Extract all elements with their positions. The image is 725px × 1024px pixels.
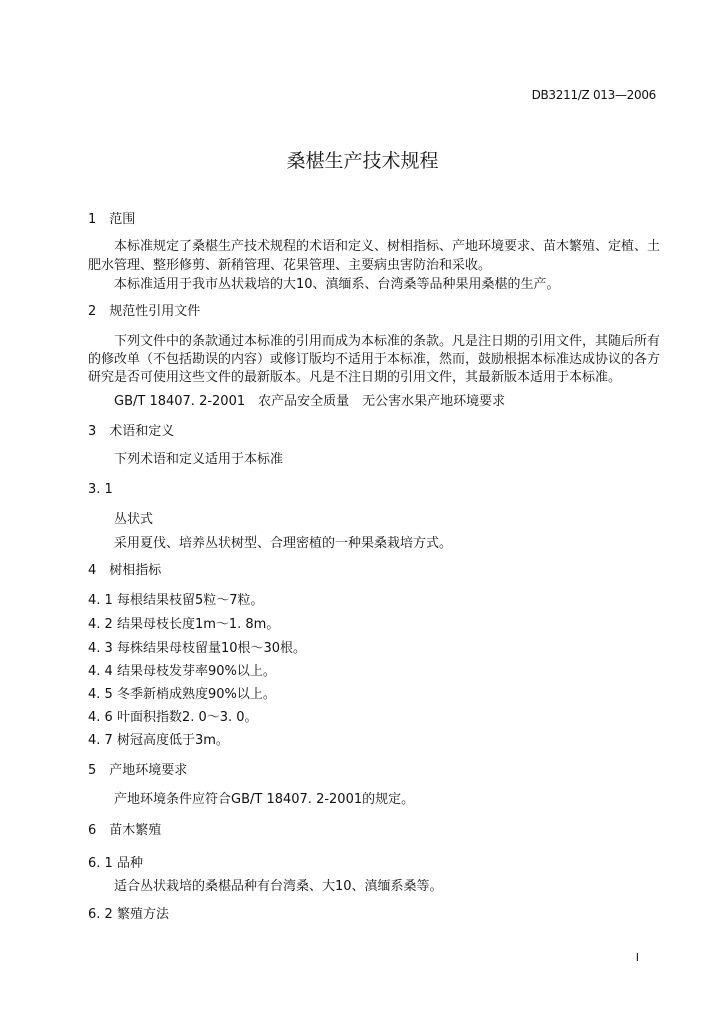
section-3-heading: 3 术语和定义 bbox=[88, 424, 175, 439]
section-6-heading: 6 苗木繁殖 bbox=[88, 823, 162, 838]
section-2-paragraph-line-2: 的修改单（不包括勘误的内容）或修订版均不适用于本标准，然而，鼓励根据本标准达成协议的各方 bbox=[88, 352, 661, 367]
page-title: 桑椹生产技术规程 bbox=[286, 150, 439, 172]
list-item: 4. 1 每根结果枝留5粒～7粒。 bbox=[88, 593, 264, 608]
list-item: 4. 6 叶面积指数2. 0～3. 0。 bbox=[88, 710, 258, 725]
section-2-paragraph-line-1: 下列文件中的条款通过本标准的引用而成为本标准的条款。凡是注日期的引用文件，其随后所有 bbox=[114, 334, 661, 349]
section-5-heading: 5 产地环境要求 bbox=[88, 763, 188, 778]
normative-reference: GB/T 18407. 2-2001 农产品安全质量 无公害水果产地环境要求 bbox=[114, 394, 506, 409]
term-number: 3. 1 bbox=[88, 482, 113, 497]
list-item: 4. 3 每株结果母枝留量10根～30根。 bbox=[88, 641, 307, 656]
list-item: 4. 7 树冠高度低于3m。 bbox=[88, 733, 229, 748]
list-item: 4. 5 冬季新梢成熟度90%以上。 bbox=[88, 687, 276, 702]
section-1-paragraph-line-2: 肥水管理、整形修剪、新稍管理、花果管理、主要病虫害防治和采收。 bbox=[88, 258, 492, 273]
subsection-6-1-paragraph: 适合丛状栽培的桑椹品种有台湾桑、大10、滇缅系桑等。 bbox=[114, 879, 443, 894]
subsection-6-2-heading: 6. 2 繁殖方法 bbox=[88, 907, 169, 922]
section-1-heading: 1 范围 bbox=[88, 212, 136, 227]
term-definition: 采用夏伐、培养丛状树型、合理密植的一种果桑栽培方式。 bbox=[114, 536, 453, 551]
section-4-heading: 4 树相指标 bbox=[88, 563, 162, 578]
term-name: 丛状式 bbox=[114, 512, 154, 527]
list-item: 4. 4 结果母枝发芽率90%以上。 bbox=[88, 664, 276, 679]
list-item: 4. 2 结果母枝长度1m～1. 8m。 bbox=[88, 617, 280, 632]
section-1-scope-paragraph: 本标准适用于我市丛状栽培的大10、滇缅系、台湾桑等品种果用桑椹的生产。 bbox=[114, 277, 560, 292]
subsection-6-1-heading: 6. 1 品种 bbox=[88, 856, 143, 871]
page-number: I bbox=[635, 951, 639, 964]
document-code: DB3211/Z 013—2006 bbox=[531, 88, 656, 102]
section-3-intro: 下列术语和定义适用于本标准 bbox=[114, 452, 284, 467]
section-2-heading: 2 规范性引用文件 bbox=[88, 304, 201, 319]
section-5-paragraph: 产地环境条件应符合GB/T 18407. 2-2001的规定。 bbox=[114, 792, 415, 807]
section-1-paragraph-line-1: 本标准规定了桑椹生产技术规程的术语和定义、树相指标、产地环境要求、苗木繁殖、定植、土 bbox=[114, 239, 661, 254]
section-2-paragraph-line-3: 研究是否可使用这些文件的最新版本。凡是不注日期的引用文件，其最新版本适用于本标准。 bbox=[88, 370, 622, 385]
